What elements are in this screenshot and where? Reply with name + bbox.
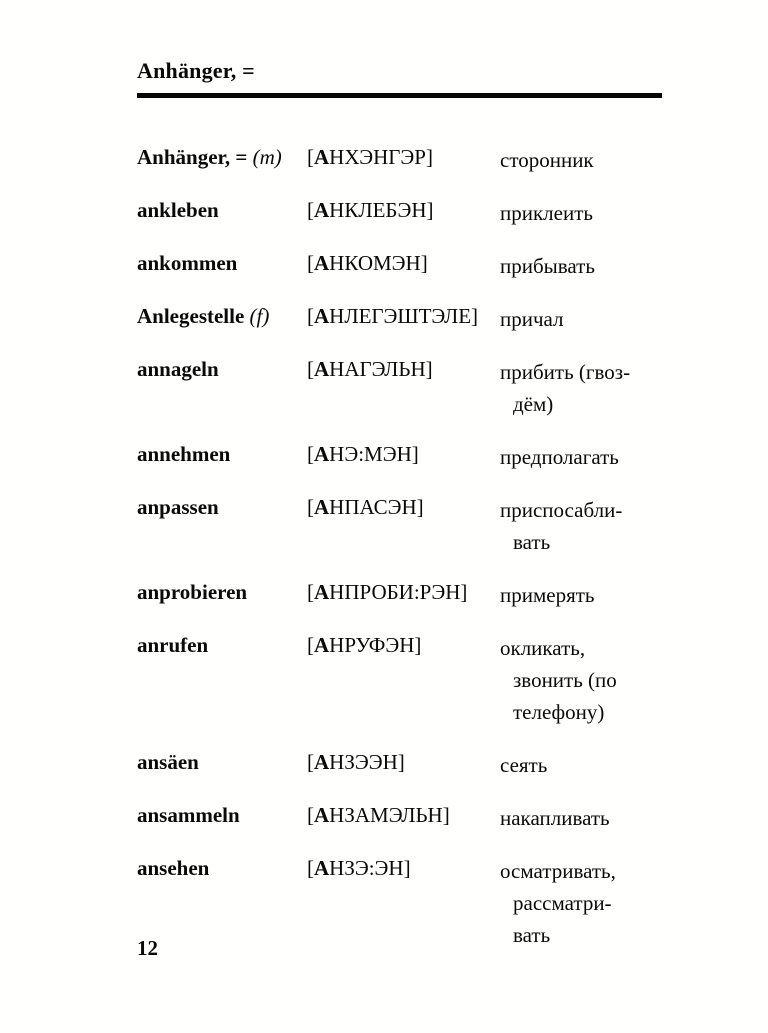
header-rule-divider xyxy=(137,93,662,98)
transcription-rest: НЛЕГЭШТЭЛЕ] xyxy=(329,304,479,328)
transcription-stress-letter: А xyxy=(314,304,330,328)
running-header: Anhänger, = xyxy=(137,58,255,83)
gender-marker: (m) xyxy=(252,145,282,169)
dictionary-entry xyxy=(137,141,665,176)
translation xyxy=(500,194,665,229)
translation-line: рассматри- xyxy=(513,891,612,915)
transcription xyxy=(307,247,500,279)
transcription-stress-letter: А xyxy=(314,495,330,519)
dictionary-entry xyxy=(137,247,665,282)
transcription-open-bracket: [ xyxy=(307,251,314,275)
transcription-rest: НЗЭ:ЭН] xyxy=(329,856,411,880)
translation-line: сторонник xyxy=(500,148,594,172)
translation-line: окликать, xyxy=(500,636,586,660)
german-word xyxy=(137,629,307,661)
translation-line: вать xyxy=(513,530,551,554)
transcription-rest: НЭ:МЭН] xyxy=(329,442,419,466)
transcription xyxy=(307,438,500,470)
german-word xyxy=(137,438,307,470)
transcription xyxy=(307,629,500,661)
german-word xyxy=(137,576,307,608)
translation-line: телефону) xyxy=(513,700,605,724)
transcription-open-bracket: [ xyxy=(307,803,314,827)
transcription-rest: НРУФЭН] xyxy=(329,633,422,657)
translation xyxy=(500,629,665,728)
translation xyxy=(500,576,665,611)
german-word-text: ankommen xyxy=(137,251,238,275)
translation-line: причал xyxy=(500,307,564,331)
translation-line: приклеить xyxy=(500,201,593,225)
transcription-rest: НАГЭЛЬН] xyxy=(329,357,433,381)
translation-line: звонить (по xyxy=(513,668,617,692)
translation xyxy=(500,799,665,834)
transcription-rest: НКОМЭН] xyxy=(329,251,428,275)
dictionary-entry xyxy=(137,629,665,728)
transcription xyxy=(307,799,500,831)
german-word xyxy=(137,247,307,279)
german-word-text: annehmen xyxy=(137,442,231,466)
translation xyxy=(500,300,665,335)
translation xyxy=(500,247,665,282)
german-word-text: Anhänger, = xyxy=(137,145,248,169)
dictionary-entry xyxy=(137,746,665,781)
translation-line: предполагать xyxy=(500,445,619,469)
german-word xyxy=(137,852,307,884)
dictionary-entry xyxy=(137,353,665,420)
translation xyxy=(500,353,665,420)
translation xyxy=(500,141,665,176)
transcription-rest: НХЭНГЭР] xyxy=(329,145,433,169)
transcription-stress-letter: А xyxy=(314,633,330,657)
transcription-rest: НЗЭЭН] xyxy=(329,750,405,774)
german-word xyxy=(137,746,307,778)
translation-line: прибить (гвоз- xyxy=(500,360,631,384)
german-word xyxy=(137,194,307,226)
german-word-text: annageln xyxy=(137,357,219,381)
dictionary-entry xyxy=(137,300,665,335)
transcription xyxy=(307,576,500,608)
transcription xyxy=(307,141,500,173)
german-word-text: anprobieren xyxy=(137,580,248,604)
transcription-open-bracket: [ xyxy=(307,304,314,328)
transcription-stress-letter: А xyxy=(314,856,330,880)
translation xyxy=(500,852,665,951)
translation-line: накапливать xyxy=(500,806,610,830)
german-word-text: ankleben xyxy=(137,198,219,222)
dictionary-entries-list xyxy=(137,141,665,969)
transcription-stress-letter: А xyxy=(314,198,330,222)
translation-line: приспосабли- xyxy=(500,498,623,522)
transcription-stress-letter: А xyxy=(314,145,330,169)
dictionary-entry xyxy=(137,852,665,951)
dictionary-entry xyxy=(137,576,665,611)
gender-marker: (f) xyxy=(249,304,270,328)
dictionary-entry xyxy=(137,194,665,229)
dictionary-entry xyxy=(137,491,665,558)
transcription xyxy=(307,194,500,226)
transcription xyxy=(307,353,500,385)
translation xyxy=(500,491,665,558)
transcription-stress-letter: А xyxy=(314,580,330,604)
transcription xyxy=(307,852,500,884)
german-word-text: ansammeln xyxy=(137,803,240,827)
translation xyxy=(500,746,665,781)
transcription-stress-letter: А xyxy=(314,357,330,381)
dictionary-entry xyxy=(137,438,665,473)
transcription-open-bracket: [ xyxy=(307,856,314,880)
german-word-text: Anlegestelle xyxy=(137,304,245,328)
page-number: 12 xyxy=(137,936,158,960)
transcription-open-bracket: [ xyxy=(307,198,314,222)
german-word-text: anpassen xyxy=(137,495,219,519)
transcription-open-bracket: [ xyxy=(307,495,314,519)
translation-line: прибывать xyxy=(500,254,595,278)
translation-line: сеять xyxy=(500,753,548,777)
transcription xyxy=(307,300,500,332)
german-word xyxy=(137,799,307,831)
transcription-open-bracket: [ xyxy=(307,357,314,381)
transcription-rest: НЗАМЭЛЬН] xyxy=(329,803,450,827)
translation-line: вать xyxy=(513,923,551,947)
transcription-open-bracket: [ xyxy=(307,633,314,657)
transcription-stress-letter: А xyxy=(314,251,330,275)
german-word xyxy=(137,300,307,332)
transcription xyxy=(307,491,500,523)
german-word xyxy=(137,141,307,173)
transcription xyxy=(307,746,500,778)
transcription-open-bracket: [ xyxy=(307,145,314,169)
transcription-stress-letter: А xyxy=(314,803,330,827)
translation-line: примерять xyxy=(500,583,595,607)
german-word-text: anrufen xyxy=(137,633,209,657)
transcription-open-bracket: [ xyxy=(307,750,314,774)
transcription-stress-letter: А xyxy=(314,750,330,774)
german-word xyxy=(137,353,307,385)
transcription-open-bracket: [ xyxy=(307,580,314,604)
german-word-text: ansehen xyxy=(137,856,210,880)
transcription-stress-letter: А xyxy=(314,442,330,466)
dictionary-entry xyxy=(137,799,665,834)
translation xyxy=(500,438,665,473)
translation-line: осматривать, xyxy=(500,859,616,883)
transcription-rest: НПРОБИ:РЭН] xyxy=(329,580,468,604)
transcription-rest: НКЛЕБЭН] xyxy=(329,198,434,222)
transcription-rest: НПАСЭН] xyxy=(329,495,424,519)
translation-line: дём) xyxy=(513,392,554,416)
german-word-text: ansäen xyxy=(137,750,199,774)
transcription-open-bracket: [ xyxy=(307,442,314,466)
german-word xyxy=(137,491,307,523)
